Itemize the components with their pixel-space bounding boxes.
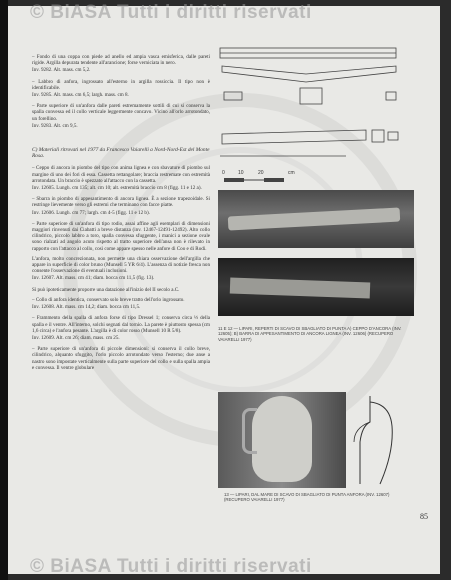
photo-lead-bar [218,258,414,316]
left-text-column [32,54,210,375]
anchor-stock-drawing-side [222,66,396,82]
entry-10 [32,315,210,341]
lead-bar-drawing [222,130,366,144]
watermark-bottom: © BiASA Tutti i diritti riservati [30,556,312,577]
entry-text: – Fondo di una coppa con piede ad anello ed ampia vasca emisferica, dalle pareti rigide. Argilla depurata tendente all'arancione; forse verniciata in nero. [32,54,210,67]
caption-fig-11-12: 11 E 12 — LIPARI, REPERTI DI SCAVO DI SBAGLIATO DI PUNTA A) CEPPO D'ANCORA (INV. 12605); B) BARRA DI APPESANTIMENTO DI ANCORA LIGNEA (INV. 12606) (RECUPERO VAIARELLI 1977) [218,326,402,342]
entry-text: – Parte superiore di un'anfora di piccole dimensioni: si conserva il collo breve, cilindrico, alquanto sfuggito, l'orlo piccolo arrotondato verso l'esterno; due anse a nastro sono impostate verticalmente sulla parte superiore del collo e sulla spalla ampia e convessa. Il ventre globulare [32,346,210,371]
entry-inventory: Inv. 12608. Alt. mass. cm 14,2; diam. bocca cm 11,5. [32,304,141,311]
entry-text: L'anfora, molto concrezionata, non permette una chiara osservazione dell'argilla che appare in superficie di color bruno (Munsell 5 YR 6/4). L'assenza di notizie fresca non consente l'osservazione di eventuali inclusioni. [32,255,210,275]
book-binding-edge [0,0,8,580]
watermark-top: © BiASA Tutti i diritti riservati [30,2,312,23]
entry-inventory: Inv. 12605. Lungh. cm 135; alt. cm 10; alt. estremità braccio cm 8 (figg. 11 e 12 a). [32,185,202,192]
figure-line-drawings [216,44,412,172]
entry-3 [32,103,210,129]
section-heading: C) Materiali ritrovati nel 1977 da Francesco Vaiarelli a Nord-Nord-Est del Monte Rosa. [32,147,210,160]
entry-inventory: Inv. 9282. Alt. mass. cm 5,2. [32,67,91,74]
entry-9 [32,297,210,310]
entry-inventory: Inv. 12606. Lungh. cm 77; largh. cm 4-5 (figg. 11 e 12 b). [32,209,150,216]
anchor-stock-profile [224,92,242,100]
entry-7 [32,256,210,282]
scale-label-0: 0 [222,170,225,176]
scale-label-unit: cm [288,170,295,176]
entry-inventory: Inv. 12607. Alt. mass. cm 41; diam. bocca cm 11,5 (fig. 13). [32,275,155,282]
scale-label-20: 20 [258,170,264,176]
entry-text: Sì può ipoteticamente proporre una datazione all'inizio del II secolo a.C. [32,286,180,293]
entry-1 [32,54,210,74]
entry-text: – Parte superiore di un'anfora dalle pareti estremamente sottili di cui si conserva la spalla convessa ed il collo verticale leggermente concavo. Vicino all'orlo arrotondato, un forellino. [32,103,210,122]
entry-inventory: Inv. 12609. Alt. cm 26; diam. mass. cm 25. [32,334,120,341]
entry-5 [32,196,210,216]
entry-text: – Collo di anfora identica, conservato solo breve tratto dell'orlo ingrossato. [32,296,185,303]
entry-11 [32,346,210,371]
entry-2 [32,79,210,99]
entry-text: – Frammento della spalla di anfora forse di tipo Dressel 1; conserva circa ⅓ della spalla e il ventre. All'interno, solchi segnati dal tornio. La parete è piuttosto spessa (cm 1,6 circa) e l'anfora pesante. L'argilla è di color rosso (Munsell 10 R 5/8). [32,315,210,334]
entry-text: – Ceppo di ancora in piombo del tipo con anima lignea e con sbavature di piombo sul margine di uno dei fori di essa. Cassetta rettangolare; braccia restremate con estremità arrotondata. Un braccio è spezzato all'attacco con la cassetta. [32,165,210,184]
photo-amphora [218,392,346,488]
entry-8 [32,287,210,293]
entry-6 [32,221,210,252]
entry-text: – Parte superiore di un'anfora di tipo rodio, assai affine agli esemplari di dimensioni maggiori rinvenuti dai Ciabatti a breve distanza (inv. 12467-12491-12492). Alto collo cilindrico, piccolo labbro a toro, spalla convessa sfuggente, i manici a sezione ovale sono rialzati ad angolo acuto rispetto al tratto superiore dell'ansa non è rilevato in rapporto con l'attacco al collo, così come appare spesso nelle anfore di Coo e di Rodi. [32,220,210,252]
entry-inventory: Inv. 9283. Alt. cm 9,5. [32,122,78,129]
page-number: 85 [420,512,428,521]
amphora-profile-drawing [350,392,414,488]
entry-text: – Labbro di anfora, ingrossato all'esterno in argilla rossiccia. Il tipo non è identificabile. [32,78,210,91]
entry-4 [32,165,210,191]
photo-anchor-stock [218,190,414,248]
entry-inventory: Inv. 9285. Alt. mass. cm 6,5; largh. mass. cm 8. [32,92,129,99]
entry-text: – Sbarra in piombo di appesantimento di ancora lignea. È a sezione trapezoidale. Si restringe lievemente verso gli estremi che terminano con facce piatte. [32,196,210,209]
scale-label-10: 10 [238,170,244,176]
caption-fig-13: 13 — LIPARI, DAL MARE DI SCAVO DI SBAGLIATO DI PUNTA ANFORA (INV. 12607) (RECUPERO VAIARELLI 1977) [224,492,390,503]
